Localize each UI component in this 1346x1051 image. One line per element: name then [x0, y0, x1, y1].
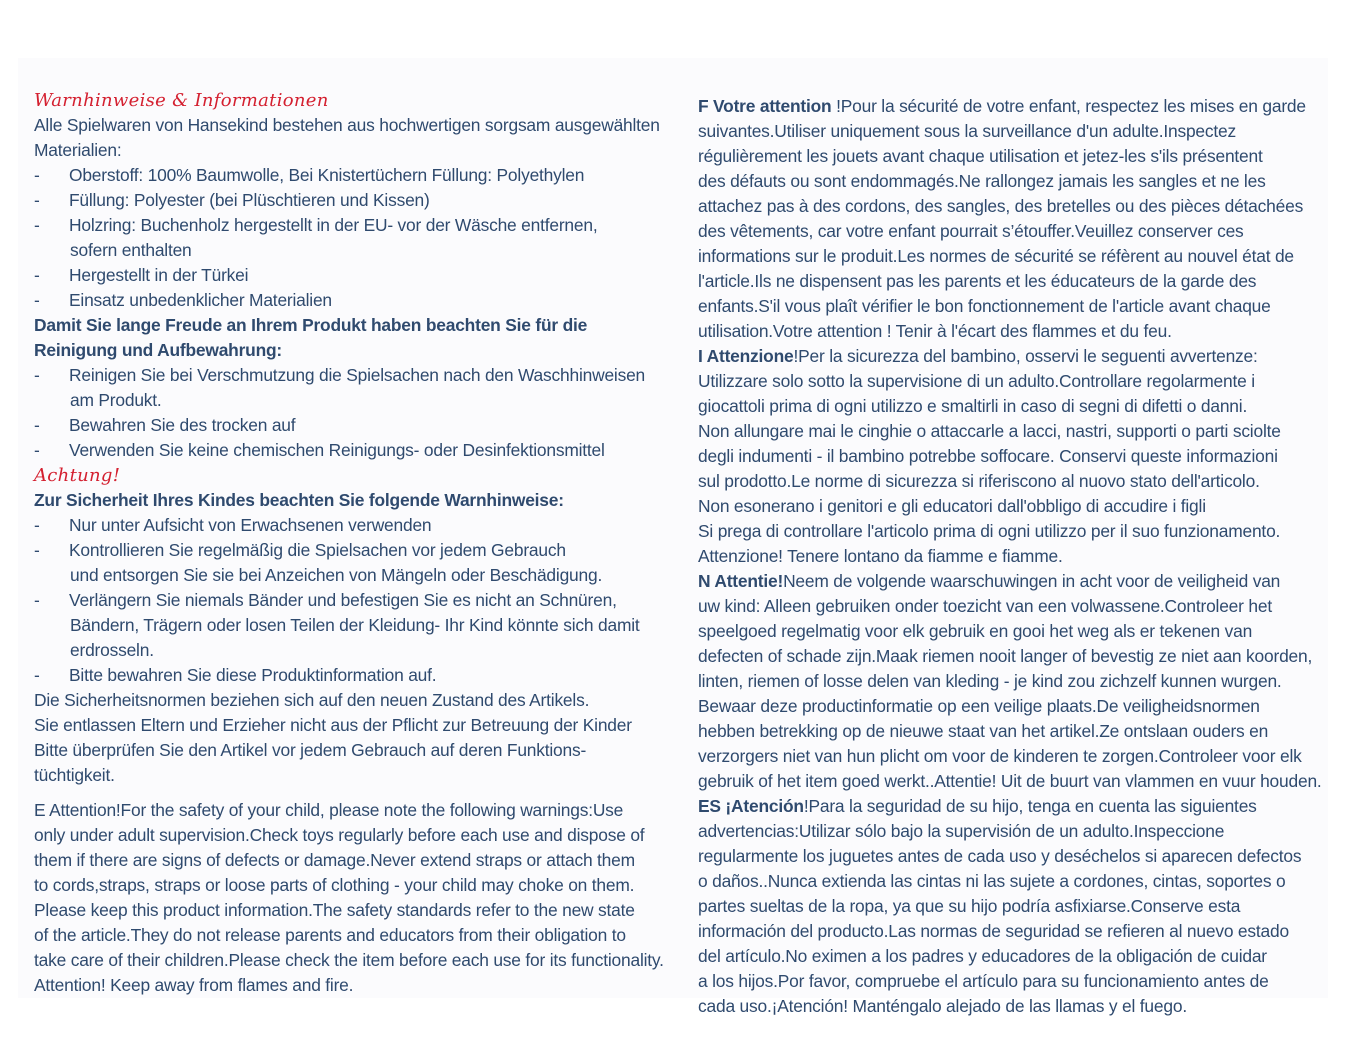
- english-line: them if there are signs of defects or damage.Never extend straps or attach them: [34, 850, 635, 870]
- list-item: - Bitte bewahren Sie diese Produktinformation auf.: [34, 665, 437, 685]
- dutch-line: verzorgers niet van hun plicht om voor de kinderen te zorgen.Controleer voor elk: [698, 746, 1302, 766]
- english-line: Attention! Keep away from flames and fire.: [34, 975, 354, 995]
- dutch-line: speelgoed regelmatig voor elk gebruik en gooi het weg als er tekenen van: [698, 621, 1253, 641]
- english-line: Please keep this product information.The safety standards refer to the new state: [34, 900, 635, 920]
- french-line: l'article.Ils ne dispensent pas les parents et les éducateurs de la garde des: [698, 271, 1257, 291]
- spanish-line: regularmente los juguetes antes de cada uso y deséchelos si aparecen defectos: [698, 846, 1302, 866]
- french-lead: F Votre attention: [698, 96, 832, 116]
- intro-line: Alle Spielwaren von Hansekind bestehen aus hochwertigen sorgsam ausgewählten: [34, 115, 660, 135]
- spanish-line: cada uso.¡Atención! Manténgalo alejado de las llamas y el fuego.: [698, 996, 1187, 1016]
- dutch-line: N Attentie!Neem de volgende waarschuwingen in acht voor de veiligheid van: [698, 571, 1281, 591]
- care-heading: Damit Sie lange Freude an Ihrem Produkt haben beachten Sie für die: [34, 315, 588, 335]
- dutch-line: uw kind: Alleen gebruiken onder toezicht van een volwassene.Controleer het: [698, 596, 1272, 616]
- warnings-title: Warnhinweise & Informationen: [34, 90, 329, 111]
- dutch-line: linten, riemen of losse delen van kleding - je kind zou zichzelf kunnen wurgen.: [698, 671, 1282, 691]
- list-item: - Kontrollieren Sie regelmäßig die Spielsachen vor jedem Gebrauch: [34, 540, 566, 560]
- spanish-line: información del producto.Las normas de seguridad se refieren al nuevo estado: [698, 921, 1289, 941]
- list-item-continuation: erdrosseln.: [70, 640, 154, 660]
- english-line: to cords,straps, straps or loose parts of clothing - your child may choke on them.: [34, 875, 635, 895]
- italian-line: Si prega di controllare l'articolo prima di ogni utilizzo per il suo funzionamento.: [698, 521, 1281, 541]
- list-item: - Verlängern Sie niemals Bänder und befestigen Sie es nicht an Schnüren,: [34, 590, 617, 610]
- italian-line: Attenzione! Tenere lontano da fiamme e fiamme.: [698, 546, 1063, 566]
- spanish-line: a los hijos.Por favor, compruebe el artículo para su funcionamiento antes de: [698, 971, 1269, 991]
- list-item: - Füllung: Polyester (bei Plüschtieren und Kissen): [34, 190, 430, 210]
- english-line: E Attention!For the safety of your child, please note the following warnings:Use: [34, 800, 624, 820]
- dutch-line: gebruik of het item goed werkt..Attentie! Uit de buurt van vlammen en vuur houden.: [698, 771, 1322, 791]
- italian-lead: I Attenzione: [698, 346, 794, 366]
- closing-line: Sie entlassen Eltern und Erzieher nicht aus der Pflicht zur Betreuung der Kinder: [34, 715, 632, 735]
- list-item: - Nur unter Aufsicht von Erwachsenen verwenden: [34, 515, 432, 535]
- list-item: - Hergestellt in der Türkei: [34, 265, 249, 285]
- intro-line: Materialien:: [34, 140, 122, 160]
- list-item-continuation: sofern enthalten: [70, 240, 192, 260]
- italian-line: sul prodotto.Le norme di sicurezza si riferiscono al nuovo stato dell'articolo.: [698, 471, 1260, 491]
- italian-line: Non allungare mai le cinghie o attaccarle a lacci, nastri, supporti o parti sciolte: [698, 421, 1281, 441]
- left-column: [34, 88, 684, 998]
- list-item: - Verwenden Sie keine chemischen Reinigungs- oder Desinfektionsmittel: [34, 440, 605, 460]
- french-line: informations sur le produit.Les normes de sécurité se réfèrent au nouvel état de: [698, 246, 1294, 266]
- italian-line: Utilizzare solo sotto la supervisione di un adulto.Controllare regolarmente i: [698, 371, 1255, 391]
- italian-line: I Attenzione!Per la sicurezza del bambino, osservi le seguenti avvertenze:: [698, 346, 1258, 366]
- list-item: - Einsatz unbedenklicher Materialien: [34, 290, 332, 310]
- closing-line: Bitte überprüfen Sie den Artikel vor jedem Gebrauch auf deren Funktions-: [34, 740, 587, 760]
- list-item: - Reinigen Sie bei Verschmutzung die Spielsachen nach den Waschhinweisen: [34, 365, 646, 385]
- warning-title: Achtung!: [34, 465, 121, 486]
- spanish-line: partes sueltas de la ropa, ya que su hijo podría asfixiarse.Conserve esta: [698, 896, 1241, 916]
- spanish-lead: ES ¡Atención: [698, 796, 804, 816]
- french-line: utilisation.Votre attention ! Tenir à l'écart des flammes et du feu.: [698, 321, 1172, 341]
- list-item-continuation: Bändern, Trägern oder losen Teilen der Kleidung- Ihr Kind könnte sich damit: [70, 615, 640, 635]
- french-line: régulièrement les jouets avant chaque utilisation et jetez-les s'ils présentent: [698, 146, 1263, 166]
- dutch-line: Bewaar deze productinformatie op een veilige plaats.De veiligheidsnormen: [698, 696, 1260, 716]
- list-item-continuation: und entsorgen Sie sie bei Anzeichen von Mängeln oder Beschädigung.: [70, 565, 603, 585]
- french-line: enfants.S'il vous plaît vérifier le bon fonctionnement de l'article avant chaque: [698, 296, 1271, 316]
- english-line: take care of their children.Please check the item before each use for its functionality.: [34, 950, 664, 970]
- french-line: F Votre attention !Pour la sécurité de votre enfant, respectez les mises en garde: [698, 96, 1306, 116]
- spanish-line: advertencias:Utilizar sólo bajo la supervisión de un adulto.Inspeccione: [698, 821, 1225, 841]
- dutch-line: defecten of schade zijn.Maak riemen nooit langer of bevestig ze niet aan koorden,: [698, 646, 1313, 666]
- dutch-line: hebben betrekking op de nieuwe staat van het artikel.Ze ontslaan ouders en: [698, 721, 1269, 741]
- french-line: des vêtements, car votre enfant pourrait s’étouffer.Veuillez conserver ces: [698, 221, 1244, 241]
- spanish-line: del artículo.No eximen a los padres y educadores de la obligación de cuidar: [698, 946, 1267, 966]
- italian-line: giocattoli prima di ogni utilizzo e smaltirli in caso di segni di difetti o danni.: [698, 396, 1248, 416]
- list-item: - Oberstoff: 100% Baumwolle, Bei Knistertüchern Füllung: Polyethylen: [34, 165, 585, 185]
- right-column: [698, 94, 1338, 1019]
- english-line: of the article.They do not release parents and educators from their obligation to: [34, 925, 626, 945]
- dutch-lead: N Attentie!: [698, 571, 784, 591]
- english-line: only under adult supervision.Check toys regularly before each use and dispose of: [34, 825, 645, 845]
- spanish-line: o daños..Nunca extienda las cintas ni las sujete a cordones, cintas, soportes o: [698, 871, 1286, 891]
- safety-heading: Zur Sicherheit Ihres Kindes beachten Sie folgende Warnhinweise:: [34, 490, 564, 510]
- italian-line: degli indumenti - il bambino potrebbe soffocare. Conservi queste informazioni: [698, 446, 1278, 466]
- closing-line: Die Sicherheitsnormen beziehen sich auf den neuen Zustand des Artikels.: [34, 690, 590, 710]
- closing-line: tüchtigkeit.: [34, 765, 115, 785]
- french-line: attachez pas à des cordons, des sangles, des bretelles ou des pièces détachées: [698, 196, 1304, 216]
- list-item-continuation: am Produkt.: [70, 390, 162, 410]
- italian-line: Non esonerano i genitori e gli educatori dall'obbligo di accudire i figli: [698, 496, 1206, 516]
- spanish-line: ES ¡Atención!Para la seguridad de su hijo, tenga en cuenta las siguientes: [698, 796, 1257, 816]
- french-line: des défauts ou sont endommagés.Ne rallongez jamais les sangles et ne les: [698, 171, 1266, 191]
- list-item: - Holzring: Buchenholz hergestellt in der EU- vor der Wäsche entfernen,: [34, 215, 598, 235]
- french-line: suivantes.Utiliser uniquement sous la surveillance d'un adulte.Inspectez: [698, 121, 1236, 141]
- list-item: - Bewahren Sie des trocken auf: [34, 415, 296, 435]
- care-heading: Reinigung und Aufbewahrung:: [34, 340, 283, 360]
